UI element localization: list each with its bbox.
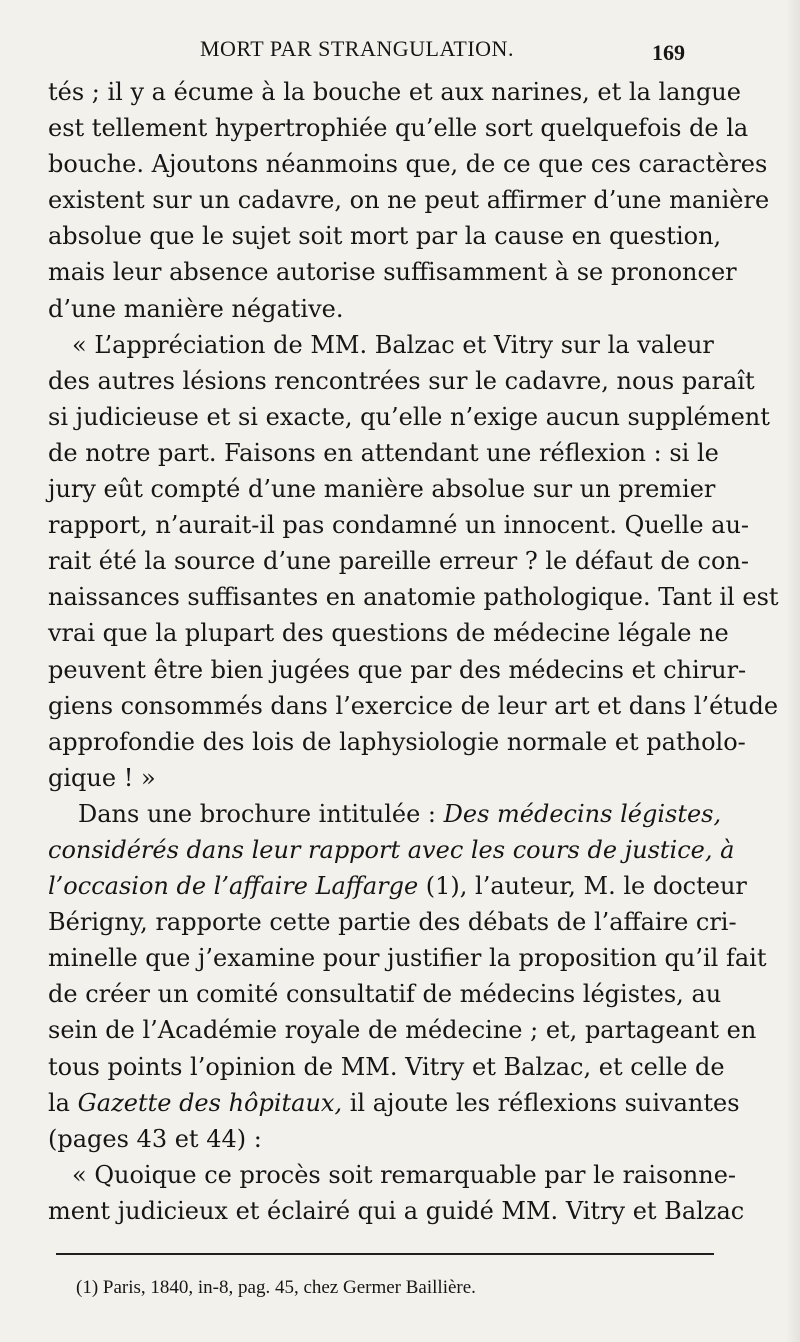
text-line: mais leur absence autorise suffisamment à se prononcer	[48, 258, 737, 287]
text-line: rait été la source d’une pareille erreur ? le défaut de con-	[48, 547, 749, 576]
text-line: naissances suffisantes en anatomie pathologique. Tant il est	[48, 583, 779, 612]
footnote-reference: (1), l’auteur, M. le docteur	[418, 872, 747, 901]
text-line: minelle que j’examine pour justifier la proposition qu’il fait	[48, 944, 767, 973]
text-line	[48, 868, 747, 904]
text-line: « Quoique ce procès soit remarquable par le raisonne-	[72, 1160, 737, 1189]
text-line: jury eût compté d’une manière absolue sur un premier	[48, 475, 716, 504]
text-line: existent sur un cadavre, on ne peut affirmer d’une manière	[48, 186, 770, 215]
text-line: gique ! »	[48, 763, 156, 792]
text-segment: Dans une brochure intitulée :	[78, 799, 436, 828]
text-line: de notre part. Faisons en attendant une réflexion : si le	[48, 438, 719, 467]
text-line: des autres lésions rencontrées sur le cadavre, nous paraît	[48, 366, 755, 395]
text-line	[48, 796, 722, 832]
text-line: bouche. Ajoutons néanmoins que, de ce que ces caractères	[48, 150, 768, 179]
text-line: approfondie des lois de laphysiologie normale et patholo-	[48, 727, 746, 756]
text-line: sein de l’Académie royale de médecine ; et, partageant en	[48, 1016, 757, 1045]
text-line: giens consommés dans l’exercice de leur art et dans l’étude	[48, 691, 779, 720]
page-edge	[786, 0, 800, 1342]
footnote: (1) Paris, 1840, in-8, pag. 45, chez Germer Baillière.	[76, 1277, 476, 1298]
text-line: rapport, n’aurait-il pas condamné un innocent. Quelle au-	[48, 511, 750, 540]
page-number: 169	[652, 40, 685, 65]
text-segment: la	[48, 1088, 70, 1117]
text-line: d’une manière négative.	[48, 294, 344, 323]
brochure-title-end: l’occasion de l’affaire Laffarge	[48, 872, 419, 901]
text-line: si judicieuse et si exacte, qu’elle n’exige aucun supplément	[48, 402, 770, 431]
text-line: ment judicieux et éclairé qui a guidé MM. Vitry et Balzac	[48, 1196, 745, 1225]
text-line: tés ; il y a écume à la bouche et aux narines, et la langue	[48, 78, 741, 106]
text-line: Bérigny, rapporte cette partie des débats de l’affaire cri-	[48, 908, 737, 937]
brochure-title: Des médecins légistes,	[443, 799, 722, 828]
text-line: « L’appréciation de MM. Balzac et Vitry sur la valeur	[72, 330, 714, 359]
text-line	[48, 1085, 740, 1121]
text-line: absolue que le sujet soit mort par la cause en question,	[48, 222, 722, 251]
body-text	[48, 74, 779, 1229]
text-line: vrai que la plupart des questions de médecine légale ne	[48, 619, 729, 648]
gazette-title: Gazette des hôpitaux,	[69, 1088, 343, 1117]
text-segment: il ajoute les réflexions suivantes	[342, 1088, 740, 1117]
footnote-rule	[56, 1253, 714, 1255]
text-line: est tellement hypertrophiée qu’elle sort quelquefois de la	[48, 114, 749, 143]
text-line: peuvent être bien jugées que par des médecins et chirur-	[48, 655, 747, 684]
brochure-title-line: considérés dans leur rapport avec les cours de justice, à	[48, 835, 735, 864]
text-line: tous points l’opinion de MM. Vitry et Balzac, et celle de	[48, 1052, 725, 1081]
running-head: MORT PAR STRANGULATION.	[200, 36, 514, 61]
text-line: (pages 43 et 44) :	[48, 1124, 262, 1153]
text-line: de créer un comité consultatif de médecins légistes, au	[48, 980, 722, 1009]
